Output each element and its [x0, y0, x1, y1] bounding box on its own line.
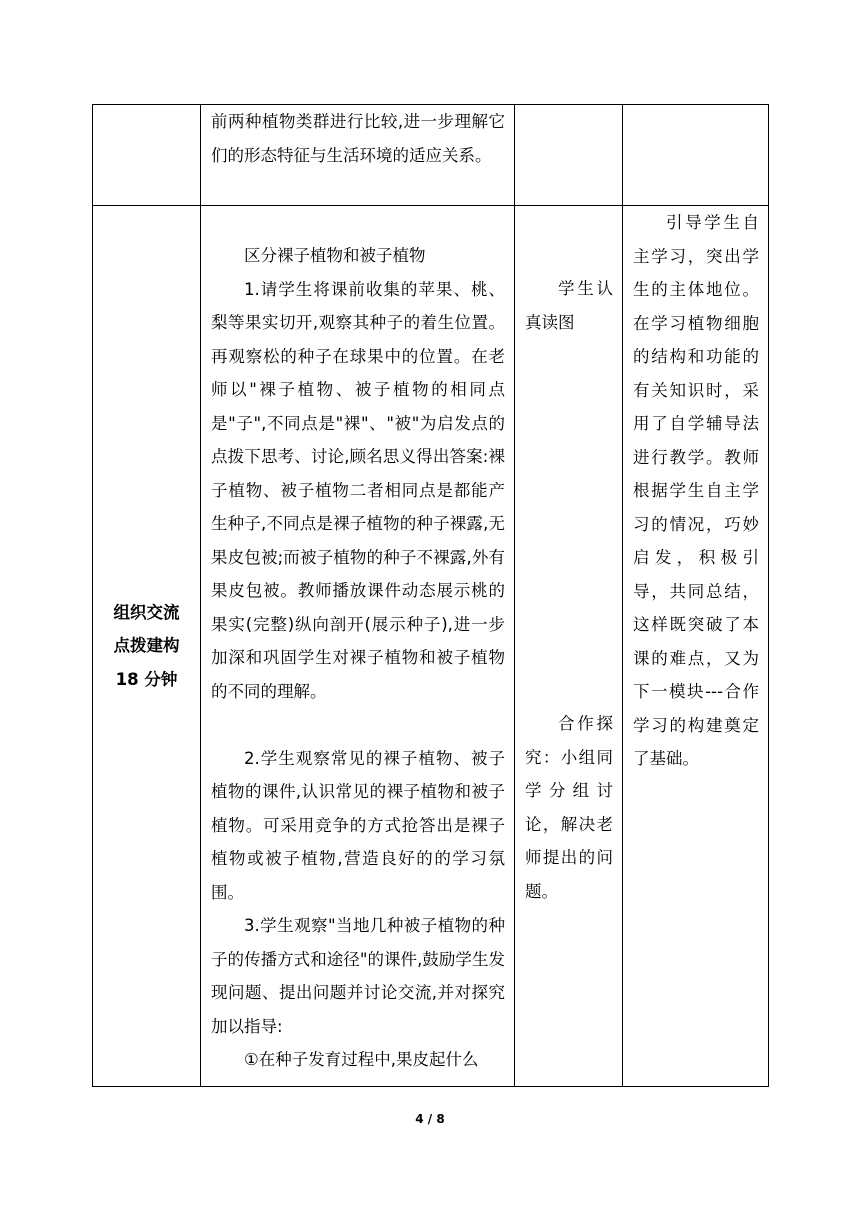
stage-duration: 18 分钟 [115, 669, 178, 689]
student-activity-text: 学生认真读图 [525, 279, 613, 332]
table-cell-empty [623, 105, 769, 206]
lesson-plan-table [92, 104, 769, 1087]
table-cell-empty [515, 105, 623, 206]
table-row [93, 105, 769, 206]
design-intent-cell [623, 206, 769, 1087]
activity-paragraph: 2.学生观察常见的裸子植物、被子植物的课件,认识常见的裸子植物和被子植物。可采用竞争的方式抢答出是裸子植物或被子植物,营造良好的的学习氛围。 [211, 748, 505, 902]
teacher-activity-cell [201, 206, 515, 1087]
table-row [93, 206, 769, 1087]
activity-paragraph: 1.请学生将课前收集的苹果、桃、梨等果实切开,观察其种子的着生位置。再观察松的种子在球果中的位置。在老师以"裸子植物、被子植物的相同点是"子",不同点是"裸"、"被"为启发点的点拨下思考、讨论,顾名思义得出答案:裸子植物、被子植物二者相同点是都能产生种子,不同点是裸子植物的种子裸露,无果皮包被;而被子植物的种子不裸露,外有果皮包被。教师播放课件动态展示桃的果实(完整)纵向剖开(展示种子),进一步加深和巩固学生对裸子植物和被子植物的不同的理解。 [211, 279, 505, 701]
student-activity-text: 合作探究：小组同学分组讨论，解决老师提出的问题。 [525, 714, 613, 901]
activity-paragraph: 3.学生观察"当地几种被子植物的种子的传播方式和途径"的课件,鼓励学生发现问题、提出问题并讨论交流,并对探究加以指导: [211, 916, 505, 1036]
continued-paragraph: 前两种植物类群进行比较,进一步理解它们的形态特征与生活环境的适应关系。 [211, 112, 505, 165]
activity-paragraph: ①在种子发育过程中,果皮起什么 [244, 1050, 479, 1069]
page-number: 4 / 8 [415, 1112, 445, 1126]
table-cell-continued-text [201, 105, 515, 206]
design-intent-text: 引导学生自主学习，突出学生的主体地位。在学习植物细胞的结构和功能的有关知识时，采用了自学辅导法进行教学。教师根据学生自主学习的情况，巧妙启发，积极引导，共同总结，这样既突破了本课的难点，又为下一模块---合作学习的构建奠定了基础。 [633, 213, 759, 768]
stage-label-cell [93, 206, 201, 1087]
table-cell-empty [93, 105, 201, 206]
student-activity-cell [515, 206, 623, 1087]
activity-heading: 区分裸子植物和被子植物 [244, 246, 426, 265]
stage-label-line: 组织交流 [113, 602, 180, 622]
stage-label-line: 点拨建构 [113, 636, 180, 656]
